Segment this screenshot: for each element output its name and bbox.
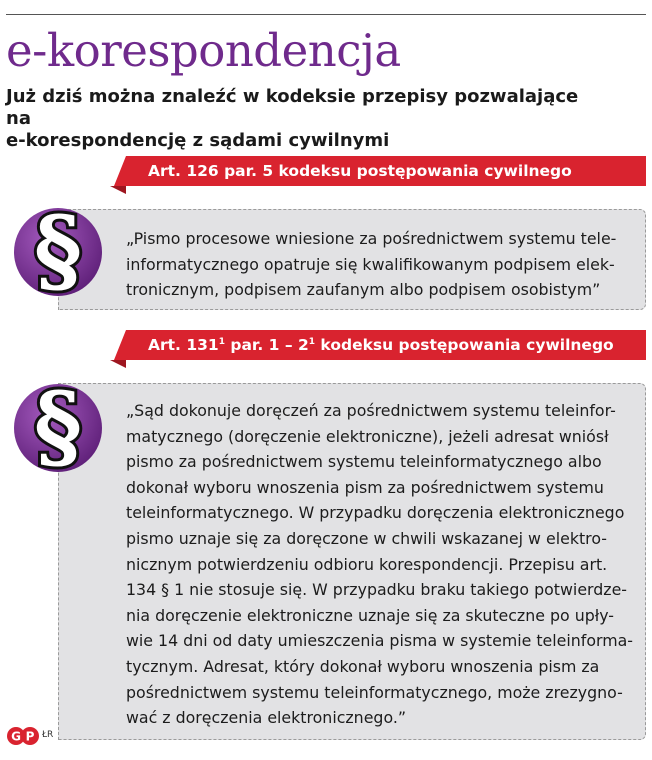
svg-text:§: § (33, 372, 83, 476)
paragraph-section-icon (6, 372, 110, 476)
top-rule (6, 14, 646, 15)
section-1-quote: „Pismo procesowe wniesione za pośrednictwem systemu tele- informatycznego opatruje się kwalifikowanym podpisem elek- tronicznym, podpisem zaufanym albo podpisem osobistym” (126, 229, 617, 300)
paragraph-section-icon (6, 196, 110, 300)
author-credit: ŁR (42, 730, 54, 740)
gp-logo (6, 726, 40, 748)
page-title: e-korespondencja (6, 24, 401, 77)
gp-logo-icon (6, 726, 40, 746)
section-2-banner (110, 330, 646, 360)
svg-text:G: G (11, 729, 21, 744)
section-2-heading: Art. $131^1$ par. $1 - 2^1$ kodeksu postępowania cywilnego (148, 336, 614, 354)
section-2-quote: „Sąd dokonuje doręczeń za pośrednictwem systemu teleinfor- matycznego (doręczenie elektroniczne), jeżeli adresat wniósł pismo za pośrednictwem systemu teleinformatycznego albo dokonał wyboru wnoszenia pism za pośrednictwem systemu teleinformatycznego. W przypadku doręczenia elektronicznego pismo uznaje się za doręczone w chwili wskazanej w elektro- nicznym potwierdzeniu odbioru korespondencji. Przepisu art. 134 § 1 nie stosuje się. W przypadku braku takiego potwierdze- nia doręczenie elektroniczne uznaje się za skuteczne po upły- wie 14 dni od daty umieszczenia pisma w systemie teleinforma- tycznym. Adresat, który dokonał wyboru wnoszenia pism za pośrednictwem systemu teleinformatycznego, może zrezygno- wać z doręczenia elektronicznego.” (126, 401, 633, 728)
svg-text:P: P (25, 729, 35, 744)
svg-text:§: § (33, 196, 83, 300)
section-1-banner (110, 156, 646, 186)
subtitle-line-2: e-korespondencję z sądami cywilnymi (6, 130, 390, 151)
subtitle-line-1: Już dziś można znaleźć w kodeksie przepisy pozwalające na (6, 86, 579, 129)
page-subtitle (6, 86, 606, 152)
section-1-heading: Art. 126 par. 5 kodeksu postępowania cywilnego (148, 162, 572, 180)
